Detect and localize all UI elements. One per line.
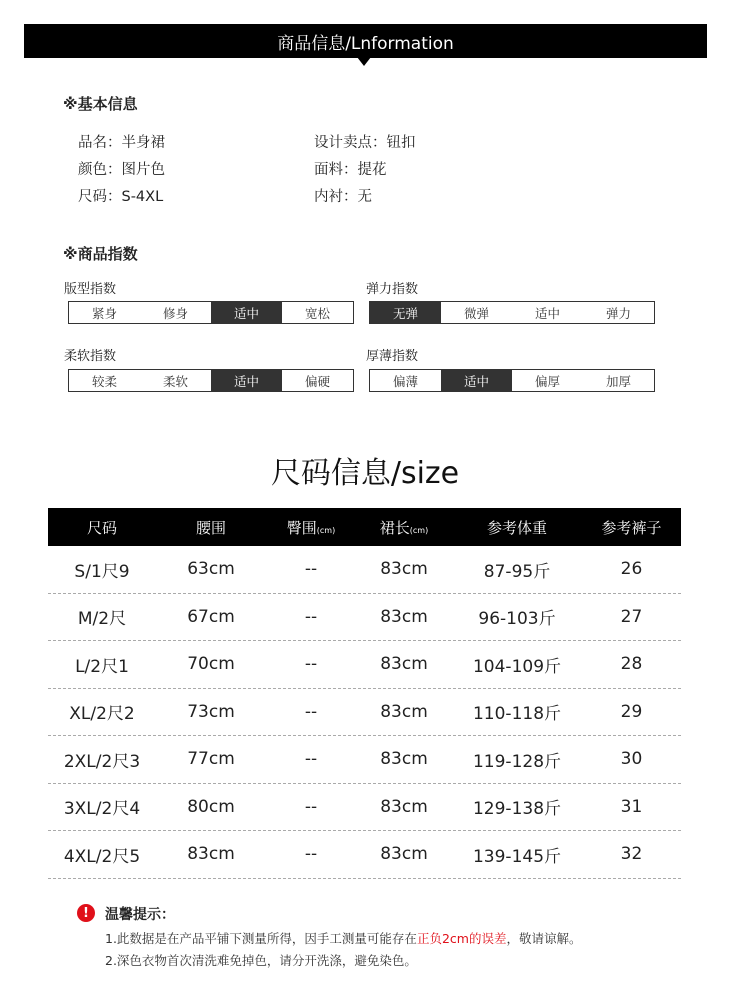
stretch-option: 微弹 <box>463 305 489 321</box>
header-title: 商品信息/Lnformation <box>277 33 454 54</box>
fit-option: 修身 <box>162 305 188 321</box>
cell-waist: 73cm <box>187 701 235 722</box>
cell-size: 4XL/2尺5 <box>63 846 141 867</box>
header-cell-length: 裙长(cm) <box>379 518 429 537</box>
cell-length: 83cm <box>380 606 428 627</box>
cell-weight: 119-128斤 <box>472 751 562 772</box>
header-cell-waist: 腰围 <box>195 518 226 537</box>
cell-length: 83cm <box>380 796 428 817</box>
cell-size: 3XL/2尺4 <box>63 799 141 820</box>
info-size-range: 尺码：S-4XL <box>78 189 164 205</box>
cell-size: XL/2尺2 <box>69 704 135 725</box>
cell-length: 83cm <box>380 844 428 865</box>
cell-hip: -- <box>304 796 318 817</box>
fit-option-selected: 适中 <box>211 302 282 323</box>
cell-size: 2XL/2尺3 <box>63 751 141 772</box>
cell-length: 83cm <box>380 654 428 675</box>
table-row <box>48 784 681 832</box>
tip-highlight: 正负2cm的误差 <box>416 931 507 946</box>
table-row <box>48 594 681 642</box>
stretch-option-selected: 无弹 <box>370 302 441 323</box>
info-fabric: 面料：提花 <box>314 162 387 178</box>
tips-title: 温馨提示： <box>105 907 175 923</box>
info-design-feature: 设计卖点：钮扣 <box>314 135 416 151</box>
cell-pants: 27 <box>620 606 643 627</box>
cell-waist: 67cm <box>187 606 235 627</box>
table-row <box>48 736 681 784</box>
size-table <box>48 508 681 879</box>
thickness-option: 偏厚 <box>534 373 560 389</box>
cell-pants: 29 <box>620 701 643 722</box>
cell-hip: -- <box>304 701 318 722</box>
softness-option: 偏硬 <box>304 373 330 389</box>
header-pointer-arrow <box>357 57 371 66</box>
fit-index-scale <box>68 301 354 324</box>
softness-index-scale <box>68 369 354 392</box>
info-color: 颜色：图片色 <box>78 162 165 178</box>
table-row <box>48 689 681 737</box>
thickness-index-scale <box>369 369 655 392</box>
fit-option: 宽松 <box>304 305 330 321</box>
cell-hip: -- <box>304 749 318 770</box>
cell-length: 83cm <box>380 559 428 580</box>
stretch-option: 弹力 <box>605 305 631 321</box>
thickness-option-selected: 适中 <box>441 370 512 391</box>
cell-hip: -- <box>304 606 318 627</box>
cell-pants: 32 <box>620 844 643 865</box>
cell-waist: 77cm <box>187 749 235 770</box>
table-row <box>48 641 681 689</box>
cell-hip: -- <box>304 559 318 580</box>
softness-option: 柔软 <box>162 373 188 389</box>
cell-pants: 28 <box>620 654 643 675</box>
cell-weight: 87-95斤 <box>483 561 551 582</box>
cell-hip: -- <box>304 844 318 865</box>
table-row <box>48 831 681 879</box>
header-cell-weight: 参考体重 <box>486 518 547 537</box>
cell-size: S/1尺9 <box>74 561 130 582</box>
product-index-title: ※商品指数 <box>63 245 138 263</box>
cell-pants: 31 <box>620 796 643 817</box>
size-table-header <box>48 508 681 546</box>
cell-waist: 83cm <box>187 844 235 865</box>
softness-option-selected: 适中 <box>211 370 282 391</box>
cell-waist: 70cm <box>187 654 235 675</box>
fit-index-label: 版型指数 <box>64 282 117 297</box>
softness-index-label: 柔软指数 <box>64 349 117 364</box>
thickness-option: 偏薄 <box>392 373 418 389</box>
cell-length: 83cm <box>380 749 428 770</box>
stretch-index-label: 弹力指数 <box>366 282 419 297</box>
cell-hip: -- <box>304 654 318 675</box>
cell-weight: 129-138斤 <box>472 799 562 820</box>
header-cell-hip: 臀围(cm) <box>286 518 336 537</box>
info-lining: 内衬：无 <box>314 189 372 205</box>
size-table-body <box>48 546 681 879</box>
tip-line-2: 2.深色衣物首次清洗难免掉色，请分开洗涤，避免染色。 <box>105 953 417 968</box>
thickness-index-label: 厚薄指数 <box>366 349 419 364</box>
table-row <box>48 546 681 594</box>
cell-pants: 30 <box>620 749 643 770</box>
info-name: 品名：半身裙 <box>78 135 165 151</box>
cell-waist: 63cm <box>187 559 235 580</box>
section-header-product-info <box>24 24 707 58</box>
warning-icon: ! <box>77 904 95 922</box>
cell-weight: 96-103斤 <box>478 609 556 630</box>
cell-waist: 80cm <box>187 796 235 817</box>
fit-option: 紧身 <box>91 305 117 321</box>
header-cell-size: 尺码 <box>86 518 117 537</box>
stretch-option: 适中 <box>534 305 560 321</box>
cell-weight: 110-118斤 <box>472 704 562 725</box>
basic-info-title: ※基本信息 <box>63 95 138 113</box>
softness-option: 较柔 <box>91 373 117 389</box>
header-cell-pants: 参考裤子 <box>601 518 662 537</box>
thickness-option: 加厚 <box>605 373 631 389</box>
tip-line-1: 1.此数据是在产品平铺下测量所得，因手工测量可能存在正负2cm的误差，敬请谅解。 <box>105 931 582 946</box>
cell-size: L/2尺1 <box>75 656 129 677</box>
cell-size: M/2尺 <box>77 609 127 630</box>
cell-pants: 26 <box>620 559 643 580</box>
stretch-index-scale <box>369 301 655 324</box>
cell-length: 83cm <box>380 701 428 722</box>
cell-weight: 139-145斤 <box>472 846 562 867</box>
size-info-title: 尺码信息/size <box>270 456 460 491</box>
cell-weight: 104-109斤 <box>472 656 562 677</box>
